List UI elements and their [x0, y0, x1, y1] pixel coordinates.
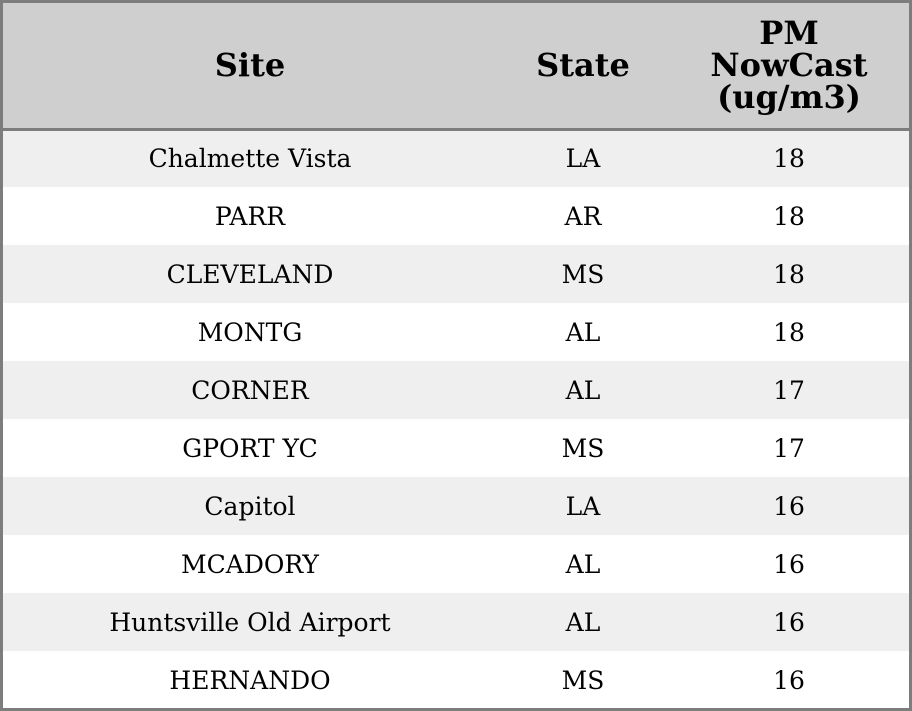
cell-pm: 16: [773, 549, 805, 579]
cell-state: MS: [561, 259, 605, 289]
header-site: [3, 3, 497, 129]
cell-site: Chalmette Vista: [148, 144, 352, 174]
cell-state: LA: [565, 144, 601, 174]
table-row: [3, 651, 909, 709]
header-pm-nowcast: [669, 3, 909, 129]
cell-pm: 18: [773, 317, 805, 347]
cell-state: LA: [565, 491, 601, 521]
table-header: [3, 3, 909, 129]
cell-site: Huntsville Old Airport: [109, 607, 391, 637]
table-row: [3, 187, 909, 245]
cell-pm: 18: [773, 144, 805, 174]
table-row: [3, 303, 909, 361]
cell-state: AL: [565, 549, 601, 579]
cell-state: MS: [561, 433, 605, 463]
table-row: [3, 477, 909, 535]
cell-pm: 16: [773, 665, 805, 695]
cell-site: PARR: [214, 201, 286, 231]
cell-state: AL: [565, 607, 601, 637]
cell-site: MCADORY: [181, 549, 319, 579]
table-row: [3, 419, 909, 477]
cell-pm: 16: [773, 607, 805, 637]
table-row: [3, 245, 909, 303]
header-pm-line-2: NowCast: [710, 46, 868, 85]
table-row: [3, 535, 909, 593]
cell-site: MONTG: [197, 317, 303, 347]
cell-site: HERNANDO: [169, 665, 331, 695]
header-state-label: State: [536, 46, 630, 85]
cell-pm: 17: [773, 433, 805, 463]
cell-state: MS: [561, 665, 605, 695]
cell-site: Capitol: [204, 491, 296, 521]
header-state: [497, 3, 669, 129]
cell-state: AL: [565, 375, 601, 405]
table-row: [3, 593, 909, 651]
cell-site: CORNER: [191, 375, 309, 405]
table-row: [3, 361, 909, 419]
header-pm-line-1: PM: [759, 14, 819, 53]
header-row: [3, 3, 909, 129]
header-site-label: Site: [214, 46, 286, 85]
cell-pm: 18: [773, 259, 805, 289]
table-body: [3, 129, 909, 709]
cell-pm: 17: [773, 375, 805, 405]
cell-site: CLEVELAND: [166, 259, 334, 289]
cell-state: AR: [564, 201, 602, 231]
cell-state: AL: [565, 317, 601, 347]
table-row: [3, 129, 909, 187]
pm-nowcast-table: [3, 3, 909, 709]
cell-pm: 18: [773, 201, 805, 231]
header-pm-line-3: (ug/m3): [717, 78, 861, 117]
cell-pm: 16: [773, 491, 805, 521]
cell-site: GPORT YC: [182, 433, 318, 463]
